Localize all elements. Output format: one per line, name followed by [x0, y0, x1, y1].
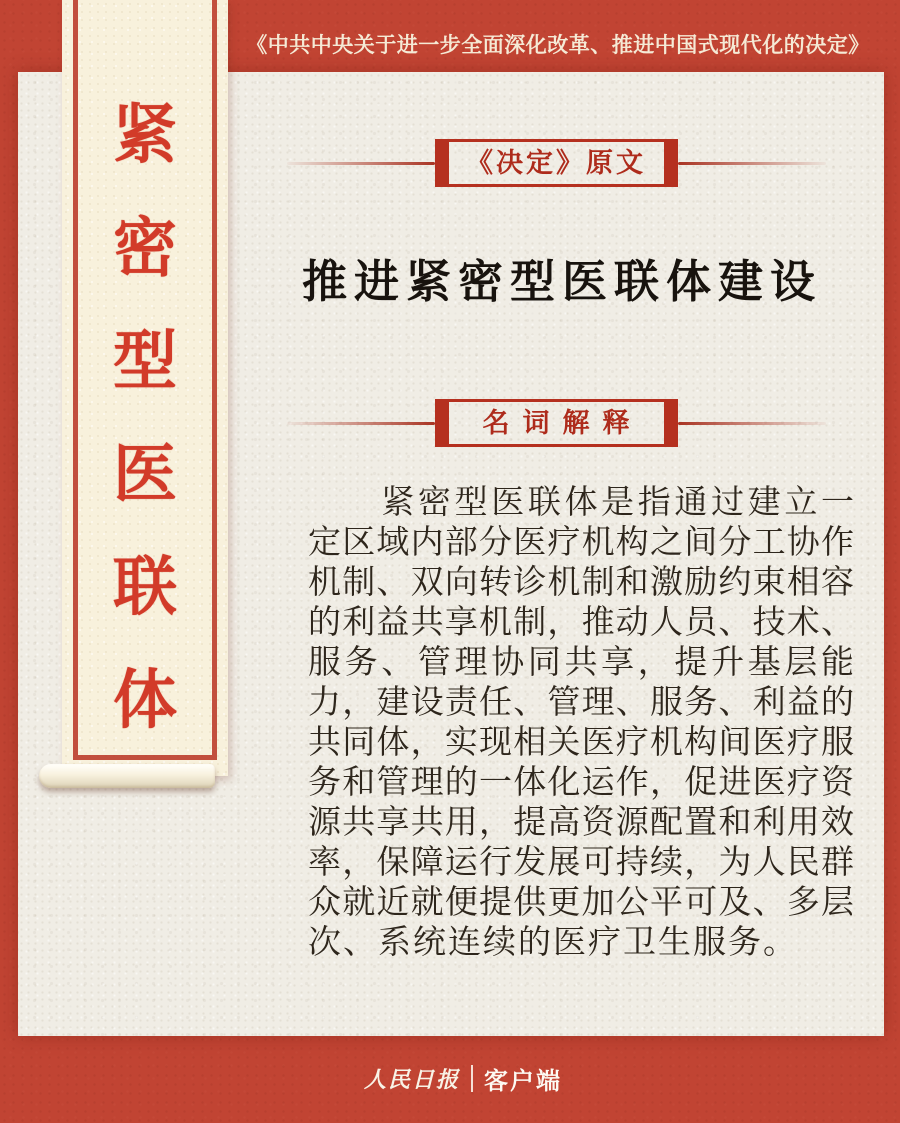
- definition-line: 力，建设责任、管理、服务、利益的: [308, 685, 854, 721]
- section-badge-original: [228, 138, 884, 188]
- badge-right-line: [678, 162, 826, 165]
- banner-character: 医: [113, 439, 177, 510]
- definition-line: 源共享共用，提高资源配置和利用效: [308, 805, 854, 841]
- logo-divider: [471, 1065, 473, 1092]
- definition-line: 务和管理的一体化运作，促进医疗资: [308, 765, 854, 801]
- banner-character: 体: [113, 665, 177, 736]
- definition-line: 服务、管理协同共享，提升基层能: [308, 645, 854, 681]
- definition-line: 众就近就便提供更加公平可及、多层: [308, 885, 854, 921]
- definition-line: 次、系统连续的医疗卫生服务。: [308, 925, 798, 961]
- banner-character: 联: [113, 552, 177, 623]
- badge-label-original: 《决定》原文: [466, 147, 646, 178]
- definition-line: 机制、双向转诊机制和激励约束相容: [308, 565, 854, 601]
- badge-left-line: [287, 162, 435, 165]
- source-document-title: 《中共中央关于进一步全面深化改革、推进中国式现代化的决定》: [246, 33, 870, 57]
- banner-character: 型: [113, 326, 177, 397]
- peoples-daily-wordmark: 人民日报: [363, 1066, 460, 1093]
- page-title: 推进紧密型医联体建设: [301, 257, 822, 307]
- definition-line: 率，保障运行发展可持续，为人民群: [308, 845, 854, 881]
- definition-line: 共同体，实现相关医疗机构间医疗服: [308, 725, 854, 761]
- scroll-curl: [39, 764, 215, 788]
- vertical-scroll-banner: [62, 0, 228, 776]
- banner-character: 密: [113, 213, 177, 284]
- definition-line: 紧密型医联体是指通过建立一: [308, 485, 854, 521]
- definition-line: 定区域内部分医疗机构之间分工协作: [308, 525, 854, 561]
- definition-line: 的利益共享机制，推动人员、技术、: [308, 605, 854, 641]
- footer-logo: [13, 1056, 900, 1100]
- badge-right-line: [678, 422, 826, 425]
- section-badge-explain: [228, 398, 884, 448]
- badge-label-explain: 名词解释: [482, 407, 643, 438]
- client-app-label: 客户端: [484, 1067, 562, 1095]
- banner-title-characters: [62, 102, 228, 734]
- badge-box: [435, 139, 678, 187]
- banner-character: 紧: [113, 100, 177, 171]
- badge-box: [435, 399, 678, 447]
- definition-paragraph: [308, 483, 854, 963]
- badge-left-line: [287, 422, 435, 425]
